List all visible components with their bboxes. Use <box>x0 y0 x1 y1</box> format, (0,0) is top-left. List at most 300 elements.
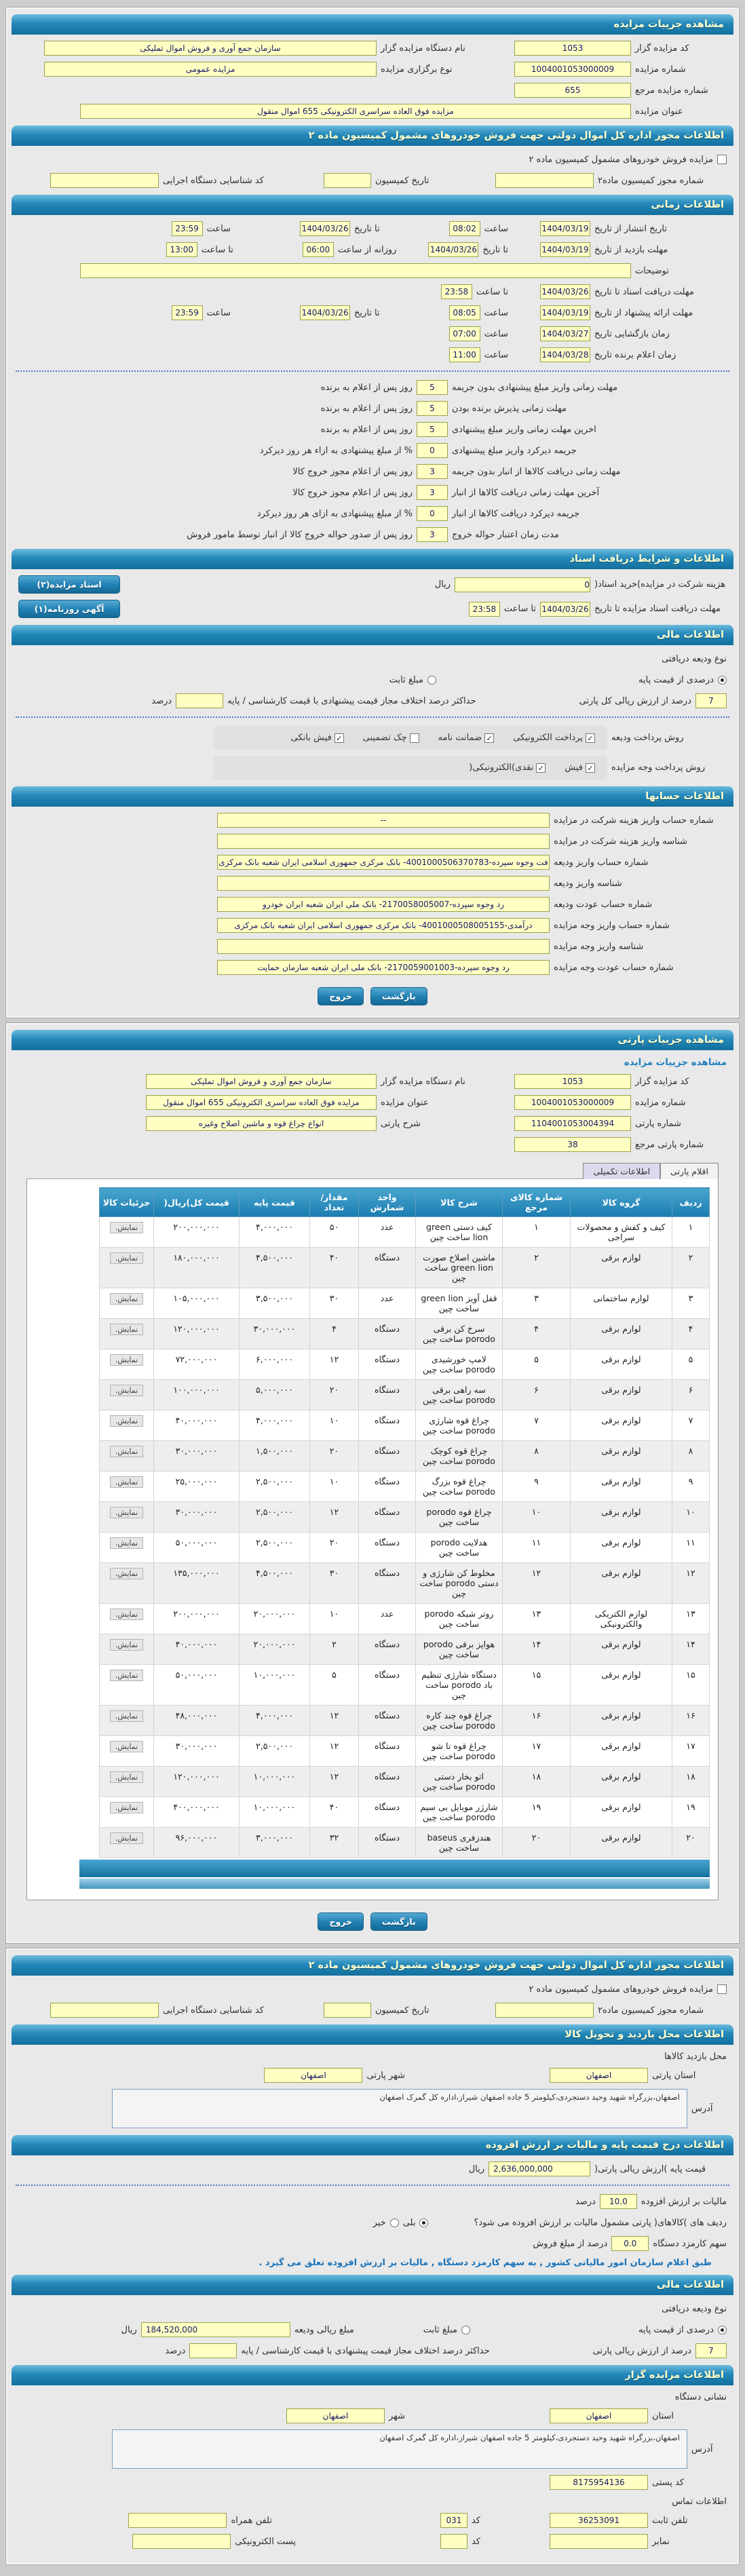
fax-code-field[interactable] <box>440 2534 467 2549</box>
account-label: شناسه واریز وجه مزایده <box>554 941 644 952</box>
visit-to-label: تا تاریخ <box>482 244 508 255</box>
deadline-suffix-label: روز پس از اعلام به برنده <box>320 382 413 393</box>
radio-fixed-amount[interactable] <box>461 2326 470 2334</box>
deposit-percent-field[interactable]: 7 <box>695 693 727 708</box>
agency-address-field[interactable]: اصفهان،بزرگراه شهید وحید دستجردی،کیلومتر 5 جاده اصفهان شیراز،اداره کل گمرک اصفهان <box>112 2429 687 2469</box>
table-row <box>100 1797 710 1828</box>
offer-from-time-field[interactable]: 08:05 <box>449 305 480 320</box>
show-details-button[interactable]: نمایش. <box>110 1354 143 1366</box>
contact-info-heading: اطلاعات تماس <box>672 2497 727 2507</box>
auction-title-field[interactable]: مزایده فوق العاده سراسری الکترونیکی 655 اموال منقول <box>146 1095 377 1110</box>
auctioneer-code-label: کد مزایده گزار <box>635 1076 689 1087</box>
deposit-percent-row <box>18 693 727 708</box>
dotted-divider <box>16 716 729 718</box>
exec-agency-id-field[interactable] <box>50 173 159 188</box>
table-row <box>100 1410 710 1441</box>
account-field[interactable] <box>217 876 550 891</box>
cell-unit: دستگاه <box>359 1441 416 1472</box>
parti-additional-info-panel <box>5 1948 740 2565</box>
cell-row-number: ۱۸ <box>672 1767 710 1797</box>
table-row <box>100 1380 710 1410</box>
area-code-label: کد <box>471 2515 480 2526</box>
checkbox[interactable]: ✓ <box>586 733 595 743</box>
area-code-field[interactable]: 031 <box>440 2513 467 2528</box>
show-details-button[interactable]: نمایش. <box>110 1252 143 1264</box>
visit-to-date-field[interactable]: 1404/03/26 <box>428 242 478 257</box>
radio-percent-of-base[interactable] <box>718 2326 727 2334</box>
publish-from-date-field[interactable]: 1404/03/19 <box>540 221 590 236</box>
table-row <box>100 1665 710 1706</box>
docs-deadline-label: مهلت دریافت اسناد تا تاریخ <box>594 286 694 297</box>
cell-goods-ref: ۴ <box>503 1319 571 1349</box>
table-row <box>100 1319 710 1349</box>
cell-quantity: ۱۲ <box>310 1502 359 1533</box>
deposit-payment-method-label: روش پرداخت ودیعه <box>611 733 684 743</box>
show-details-button[interactable]: نمایش. <box>110 1741 143 1752</box>
cell-total-price: ۳۰,۰۰۰,۰۰۰ <box>154 1502 240 1533</box>
show-details-button[interactable]: نمایش. <box>110 1832 143 1844</box>
cell-unit: دستگاه <box>359 1736 416 1767</box>
col-goods-desc: شرح کالا <box>416 1188 503 1217</box>
auction-documents-button[interactable]: اسناد مزایده(۲) <box>18 575 120 594</box>
visit-address-row <box>18 2089 727 2128</box>
auctioneer-code-field[interactable]: 1053 <box>514 1074 631 1089</box>
publish-from-time-field[interactable]: 08:02 <box>449 221 480 236</box>
table-row <box>100 1472 710 1502</box>
parti-city-label: شهر پارتی <box>366 2070 405 2081</box>
postal-code-label: کد پستی <box>652 2477 685 2488</box>
checkbox[interactable] <box>410 733 419 743</box>
table-footer-bar-light <box>79 1879 710 1889</box>
exec-agency-id-label: کد شناسایی دستگاه اجرایی <box>163 175 264 186</box>
deposit-type-label: نوع ودیعه دریافتی <box>662 653 727 664</box>
cell-goods-group: لوازم برقی <box>571 1634 672 1665</box>
offer-from-date-field[interactable]: 1404/03/19 <box>540 305 590 320</box>
account-field[interactable]: رد وجوه سپرده-2170059001003- بانک ملی ایران شعبه سازمان حمایت <box>217 960 550 975</box>
cell-quantity: ۳۰ <box>310 1288 359 1319</box>
cell-goods-group: لوازم برقی <box>571 1248 672 1288</box>
account-label: شماره حساب عودت وجه مزایده <box>554 962 674 973</box>
cell-details <box>100 1217 154 1248</box>
cell-goods-desc: سرخ کن برقی porodo ساخت چین <box>416 1319 503 1349</box>
visit-location-heading: محل بازدید کالاها <box>664 2052 727 2062</box>
section-header-docs-terms: اطلاعات و شرایط دریافت اسناد <box>12 549 733 569</box>
cell-quantity: ۴ <box>310 1319 359 1349</box>
base-price-label: قیمت پایه )ارزش ریالی پارتی( <box>594 2164 706 2174</box>
parti-description-field[interactable]: انواع چراغ قوه و ماشین اصلاح وغیره <box>146 1116 377 1131</box>
cell-goods-ref: ۱۵ <box>503 1665 571 1706</box>
cell-total-price: ۲۰۰,۰۰۰,۰۰۰ <box>154 1604 240 1634</box>
deadline-label: جریمه دیرکرد واریز مبلغ پیشنهادی <box>452 445 577 456</box>
radio-yes[interactable] <box>419 2218 428 2227</box>
cell-unit: دستگاه <box>359 1380 416 1410</box>
checkbox-option[interactable] <box>469 763 546 773</box>
email-field[interactable] <box>132 2534 231 2549</box>
auction-type-field[interactable]: مزایده عمومی <box>44 62 377 77</box>
docs-receive-deadline-label: مهلت دریافت اسناد مزایده تا تاریخ <box>594 604 721 614</box>
fax-code-label: کد <box>471 2536 480 2547</box>
cell-goods-group: لوازم ساختمانی <box>571 1288 672 1319</box>
table-row <box>100 1248 710 1288</box>
postal-code-field[interactable]: 8175954136 <box>550 2475 648 2490</box>
cell-goods-desc: چراغ قوه شارژی porodo ساخت چین <box>416 1410 503 1441</box>
account-field[interactable]: رد وجوه سپرده-2170058005007- بانک ملی ایران شعبه ایران خودرو <box>217 897 550 912</box>
deadline-value-field[interactable]: 3 <box>417 464 448 479</box>
show-details-button[interactable]: نمایش. <box>110 1710 143 1722</box>
cell-unit: دستگاه <box>359 1767 416 1797</box>
cell-goods-group: لوازم برقی <box>571 1828 672 1858</box>
deadline-value-field[interactable]: 3 <box>417 485 448 500</box>
visit-from-date-field[interactable]: 1404/03/19 <box>540 242 590 257</box>
agency-fee-field[interactable]: 0.0 <box>611 2236 649 2251</box>
city-field[interactable]: اصفهان <box>286 2408 385 2423</box>
section-header-accounts: اطلاعات حسابها <box>12 786 733 807</box>
show-details-button[interactable]: نمایش. <box>110 1476 143 1488</box>
checkbox[interactable]: ✓ <box>536 763 546 773</box>
offer-to-time-field[interactable]: 23:59 <box>172 305 203 320</box>
deadline-value-field[interactable]: 3 <box>417 527 448 542</box>
max-diff-field[interactable] <box>189 2343 237 2358</box>
publish-to-time-field[interactable]: 23:59 <box>172 221 203 236</box>
show-details-button[interactable]: نمایش. <box>110 1802 143 1813</box>
vat-question-row <box>18 2215 727 2230</box>
auction-payment-options <box>214 756 607 780</box>
radio-yes-label: بلی <box>402 2217 416 2228</box>
cell-goods-desc: دستگاه شارژی تنظیم باد porodo ساخت چین <box>416 1665 503 1706</box>
cell-goods-group: لوازم برقی <box>571 1533 672 1563</box>
deadline-label: مهلت زمانی پذیرش برنده بودن <box>452 403 567 414</box>
docs-receive-deadline-time-field[interactable]: 23:58 <box>469 602 500 617</box>
cell-unit: دستگاه <box>359 1563 416 1604</box>
auction-details-panel <box>5 7 740 1018</box>
docs-deadline-time-field[interactable]: 23:58 <box>441 284 472 299</box>
cell-goods-desc: چراغ قوه کوچک porodo ساخت چین <box>416 1441 503 1472</box>
fax-field[interactable] <box>550 2534 648 2549</box>
account-field[interactable]: -- <box>217 813 550 828</box>
checkbox[interactable]: ✓ <box>335 733 344 743</box>
province-field[interactable]: اصفهان <box>550 2408 648 2423</box>
deadline-row <box>18 380 727 395</box>
section-header-financial: اطلاعات مالی <box>12 625 733 645</box>
auction-code-row <box>18 41 727 56</box>
visit-daily-from-field[interactable]: 06:00 <box>303 242 334 257</box>
deadline-value-field[interactable]: 0 <box>417 443 448 458</box>
show-details-button[interactable]: نمایش. <box>110 1222 143 1233</box>
section-header-time-info: اطلاعات زمانی <box>12 195 733 215</box>
cell-goods-group: لوازم برقی <box>571 1502 672 1533</box>
deadline-value-field[interactable]: 5 <box>417 401 448 416</box>
table-row <box>100 1349 710 1380</box>
cell-total-price: ۴۰,۰۰۰,۰۰۰ <box>154 1410 240 1441</box>
cell-goods-desc: ماشین اصلاح صورت green lion ساخت چین <box>416 1248 503 1288</box>
agency-name-field[interactable]: سازمان جمع آوری و فروش اموال تملیکی <box>44 41 377 56</box>
radio-percent-of-base[interactable] <box>718 676 727 685</box>
commission-date-field[interactable] <box>324 2003 371 2018</box>
winner-announce-row <box>18 347 727 362</box>
cell-goods-group: لوازم برقی <box>571 1380 672 1410</box>
col-details: جزئیات کالا <box>100 1188 154 1217</box>
cell-row-number: ۱۰ <box>672 1502 710 1533</box>
cell-details <box>100 1502 154 1533</box>
cell-details <box>100 1634 154 1665</box>
phone-field[interactable]: 36253091 <box>550 2513 648 2528</box>
exec-agency-id-label: کد شناسایی دستگاه اجرایی <box>163 2005 264 2016</box>
cell-base-price: ۲,۵۰۰,۰۰۰ <box>240 1736 310 1767</box>
cell-base-price: ۱۰,۰۰۰,۰۰۰ <box>240 1767 310 1797</box>
checkbox-option[interactable] <box>438 733 495 743</box>
deadline-label: آخرین مهلت زمانی دریافت کالاها از انبار <box>452 487 600 498</box>
show-details-button[interactable]: نمایش. <box>110 1507 143 1518</box>
email-label: پست الکترونیکی <box>235 2536 296 2547</box>
fax-label: نمابر <box>652 2536 670 2547</box>
show-details-button[interactable]: نمایش. <box>110 1324 143 1335</box>
table-row <box>100 1706 710 1736</box>
article2-checkbox[interactable] <box>717 155 727 164</box>
exit-button[interactable]: خروج <box>318 1912 364 1931</box>
deadline-label: مدت زمان اعتبار حواله خروج <box>452 529 559 540</box>
deposit-percent-row <box>18 2343 727 2358</box>
fax-row <box>18 2534 727 2549</box>
cell-quantity: ۲۰ <box>310 1441 359 1472</box>
cell-goods-ref: ۹ <box>503 1472 571 1502</box>
cell-goods-group: لوازم برقی <box>571 1665 672 1706</box>
account-row <box>18 897 727 912</box>
show-details-button[interactable]: نمایش. <box>110 1568 143 1579</box>
cell-total-price: ۳۰,۰۰۰,۰۰۰ <box>154 1441 240 1472</box>
visit-date-row <box>18 242 727 257</box>
vat-note: طبق اعلام سازمان امور مالیاتی کشور , به سهم کارمزد دستگاه , مالیات بر ارزش افزوده تعلق می گیرد . <box>259 2258 712 2268</box>
newspaper-ad-button[interactable]: آگهی روزنامه(۱) <box>18 600 120 618</box>
cell-details <box>100 1767 154 1797</box>
parti-ref-row <box>18 1137 727 1152</box>
participation-fee-field[interactable]: 0 <box>455 577 590 592</box>
visit-address-field[interactable]: اصفهان،بزرگراه شهید وحید دستجردی،کیلومتر 5 جاده اصفهان شیراز،اداره کل گمرک اصفهان <box>112 2089 687 2128</box>
account-field[interactable]: درآمدی-4001000508005155- بانک مرکزی جمهوری اسلامی ایران شعبه بانک مرکزی <box>217 918 550 933</box>
deadline-value-field[interactable]: 0 <box>417 506 448 521</box>
auction-ref-row <box>18 83 727 98</box>
opening-time-field[interactable]: 07:00 <box>449 326 480 341</box>
cell-details <box>100 1380 154 1410</box>
account-field[interactable]: فت وجوه سپرده-4001000506370783- بانک مرکزی جمهوری اسلامی ایران شعبه بانک مرکزی <box>217 855 550 870</box>
show-details-button[interactable]: نمایش. <box>110 1385 143 1396</box>
deposit-type-options-row <box>18 2322 727 2337</box>
show-details-button[interactable]: نمایش. <box>110 1415 143 1427</box>
back-button[interactable]: بازگشت <box>370 1912 427 1931</box>
deposit-type-options-row <box>18 672 727 687</box>
cell-row-number: ۸ <box>672 1441 710 1472</box>
winner-time-field[interactable]: 11:00 <box>449 347 480 362</box>
deadline-value-field[interactable]: 5 <box>417 380 448 395</box>
rial-label: ریال <box>468 2164 484 2174</box>
parti-number-field[interactable]: 1104001053004394 <box>514 1116 631 1131</box>
percent-unit-label: درصد <box>151 695 172 706</box>
cell-goods-ref: ۱۸ <box>503 1767 571 1797</box>
radio-no[interactable] <box>390 2218 399 2227</box>
auction-ref-label: شماره مزایده مرجع <box>635 85 708 96</box>
show-details-button[interactable]: نمایش. <box>110 1639 143 1651</box>
auction-ref-field[interactable]: 655 <box>514 83 631 98</box>
checkbox[interactable]: ✓ <box>586 763 595 773</box>
commission-date-label: تاریخ کمیسیون <box>375 2005 429 2016</box>
participation-fee-row <box>18 575 727 594</box>
parti-ref-field[interactable]: 38 <box>514 1137 631 1152</box>
back-button[interactable]: بازگشت <box>370 987 427 1005</box>
winner-date-field[interactable]: 1404/03/28 <box>540 347 590 362</box>
permit-number-field[interactable] <box>495 2003 594 2018</box>
cell-details <box>100 1349 154 1380</box>
cell-goods-ref: ۲ <box>503 1248 571 1288</box>
rial-label: ریال <box>121 2324 137 2335</box>
account-row <box>18 855 727 870</box>
auction-title-field[interactable]: مزایده فوق العاده سراسری الکترونیکی 655 اموال منقول <box>80 104 631 119</box>
table-row <box>100 1502 710 1533</box>
cell-unit: دستگاه <box>359 1319 416 1349</box>
auction-number-label: شماره مزایده <box>635 1097 686 1108</box>
cell-goods-desc: قفل آویز green lion ساخت چین <box>416 1288 503 1319</box>
parti-auction-number-row <box>18 1095 727 1110</box>
cell-goods-group: لوازم برقی <box>571 1349 672 1380</box>
section-header-auction-details: مشاهده جزییات مزایده <box>12 14 733 35</box>
parti-description-label: شرح پارتی <box>381 1118 421 1129</box>
radio-no-label: خیر <box>372 2217 386 2228</box>
cell-goods-ref: ۱۰ <box>503 1502 571 1533</box>
cell-details <box>100 1736 154 1767</box>
radio-fixed-amount[interactable] <box>427 676 436 685</box>
panel2-buttons <box>6 1912 739 1931</box>
tab-parti-items[interactable]: اقلام پارتی <box>660 1163 719 1179</box>
cell-base-price: ۲,۵۰۰,۰۰۰ <box>240 1472 310 1502</box>
exit-button[interactable]: خروج <box>318 987 364 1005</box>
parti-ref-label: شماره پارتی مرجع <box>635 1139 704 1150</box>
deadline-row <box>18 443 727 458</box>
article2-checkbox[interactable] <box>717 1984 727 1994</box>
auction-number-field[interactable]: 1004001053000009 <box>514 62 631 77</box>
show-details-button[interactable]: نمایش. <box>110 1537 143 1549</box>
mobile-field[interactable] <box>128 2513 227 2528</box>
cell-row-number: ۱۴ <box>672 1634 710 1665</box>
checkbox-option[interactable] <box>291 733 344 743</box>
cell-goods-desc: کیف دستی green lion ساخت چین <box>416 1217 503 1248</box>
visit-daily-to-field[interactable]: 13:00 <box>166 242 197 257</box>
opening-date-field[interactable]: 1404/03/27 <box>540 326 590 341</box>
cell-quantity: ۱۲ <box>310 1767 359 1797</box>
description-field[interactable] <box>80 263 631 278</box>
cell-row-number: ۲۰ <box>672 1828 710 1858</box>
deadline-rows <box>6 380 739 542</box>
cell-unit: عدد <box>359 1217 416 1248</box>
deadline-label: مهلت زمانی دریافت کالاها از انبار بدون جریمه <box>452 466 621 477</box>
show-details-button[interactable]: نمایش. <box>110 1609 143 1620</box>
cell-base-price: ۴,۰۰۰,۰۰۰ <box>240 1706 310 1736</box>
show-details-button[interactable]: نمایش. <box>110 1670 143 1681</box>
deposit-payment-method-row <box>18 726 727 750</box>
deadline-value-field[interactable]: 5 <box>417 422 448 437</box>
table-row <box>100 1634 710 1665</box>
cell-row-number: ۱۹ <box>672 1797 710 1828</box>
account-field[interactable] <box>217 939 550 954</box>
offer-to-date-field[interactable]: 1404/03/26 <box>300 305 350 320</box>
article2-checkbox-label: مزایده فروش خودروهای مشمول کمیسیون ماده ۲ <box>529 1984 713 1995</box>
cell-goods-group: لوازم برقی <box>571 1410 672 1441</box>
address-label: آدرس <box>691 2444 713 2455</box>
max-diff-field[interactable] <box>176 693 223 708</box>
cell-total-price: ۱۳۵,۰۰۰,۰۰۰ <box>154 1563 240 1604</box>
checkbox-option[interactable] <box>363 733 419 743</box>
agency-fee-suffix-label: درصد از مبلغ فروش <box>533 2238 608 2249</box>
deadline-suffix-label: % از مبلغ پیشنهادی به ازای هر روز دیرکرد <box>256 508 413 519</box>
cell-row-number: ۱۷ <box>672 1736 710 1767</box>
table-row <box>100 1828 710 1858</box>
parti-items-table <box>99 1187 710 1858</box>
deposit-percent-field[interactable]: 7 <box>695 2343 727 2358</box>
docs-deadline-date-field[interactable]: 1404/03/26 <box>540 284 590 299</box>
cell-base-price: ۲,۵۰۰,۰۰۰ <box>240 1502 310 1533</box>
account-label: شماره حساب عودت ودیعه <box>554 899 653 910</box>
cell-goods-ref: ۱۳ <box>503 1604 571 1634</box>
permit-number-field[interactable] <box>495 173 594 188</box>
section-header-financial: اطلاعات مالی <box>12 2275 733 2295</box>
cell-details <box>100 1288 154 1319</box>
vat-field[interactable]: 10.0 <box>600 2194 637 2209</box>
checkbox[interactable]: ✓ <box>484 733 494 743</box>
cell-goods-ref: ۶ <box>503 1380 571 1410</box>
cell-base-price: ۶,۰۰۰,۰۰۰ <box>240 1349 310 1380</box>
tab-additional-info[interactable]: اطلاعات تکمیلی <box>583 1163 660 1179</box>
cell-unit: دستگاه <box>359 1349 416 1380</box>
auctioneer-code-field[interactable]: 1053 <box>514 41 631 56</box>
cell-details <box>100 1706 154 1736</box>
cell-goods-ref: ۵ <box>503 1349 571 1380</box>
permit-checkbox-row <box>18 1982 727 1997</box>
cell-quantity: ۱۰ <box>310 1604 359 1634</box>
docs-receive-deadline-date-field[interactable]: 1404/03/26 <box>540 602 590 617</box>
cell-total-price: ۲۵,۰۰۰,۰۰۰ <box>154 1472 240 1502</box>
cell-goods-ref: ۱۹ <box>503 1797 571 1828</box>
org-province-row <box>18 2408 727 2423</box>
checkbox-label: پرداخت الکترونیکی <box>513 733 583 743</box>
auction-number-field[interactable]: 1004001053000009 <box>514 1095 631 1110</box>
show-details-button[interactable]: نمایش. <box>110 1293 143 1305</box>
publish-to-date-field[interactable]: 1404/03/26 <box>300 221 350 236</box>
cell-unit: دستگاه <box>359 1706 416 1736</box>
account-rows <box>6 813 739 975</box>
auction-details-link[interactable]: مشاهده جزییات مزایده <box>624 1057 727 1068</box>
cell-goods-group: لوازم برقی <box>571 1767 672 1797</box>
show-details-button[interactable]: نمایش. <box>110 1771 143 1783</box>
cell-row-number: ۱۵ <box>672 1665 710 1706</box>
table-row <box>100 1288 710 1319</box>
docs-receive-deadline-row <box>18 600 727 618</box>
cell-unit: دستگاه <box>359 1665 416 1706</box>
show-details-button[interactable]: نمایش. <box>110 1446 143 1457</box>
checkbox-option[interactable] <box>565 763 595 773</box>
parti-province-label: استان پارتی <box>652 2070 696 2081</box>
account-field[interactable] <box>217 834 550 849</box>
deposit-amount-field[interactable]: 184,520,000 <box>141 2322 290 2337</box>
parti-city-field[interactable]: اصفهان <box>264 2068 362 2083</box>
parti-province-field[interactable]: اصفهان <box>550 2068 648 2083</box>
cell-quantity: ۳۲ <box>310 1828 359 1858</box>
checkbox-option[interactable] <box>513 733 595 743</box>
base-price-field[interactable]: 2,636,000,000 <box>489 2161 590 2176</box>
exec-agency-id-field[interactable] <box>50 2003 159 2018</box>
commission-date-field[interactable] <box>324 173 371 188</box>
cell-total-price: ۲۰۰,۰۰۰,۰۰۰ <box>154 1217 240 1248</box>
agency-name-field[interactable]: سازمان جمع آوری و فروش اموال تملیکی <box>146 1074 377 1089</box>
article2-checkbox-label: مزایده فروش خودروهای مشمول کمیسیون ماده ۲ <box>529 154 713 165</box>
deadline-suffix-label: روز پس از اعلام مجوز خروج کالا <box>292 487 413 498</box>
cell-quantity: ۱۰ <box>310 1410 359 1441</box>
